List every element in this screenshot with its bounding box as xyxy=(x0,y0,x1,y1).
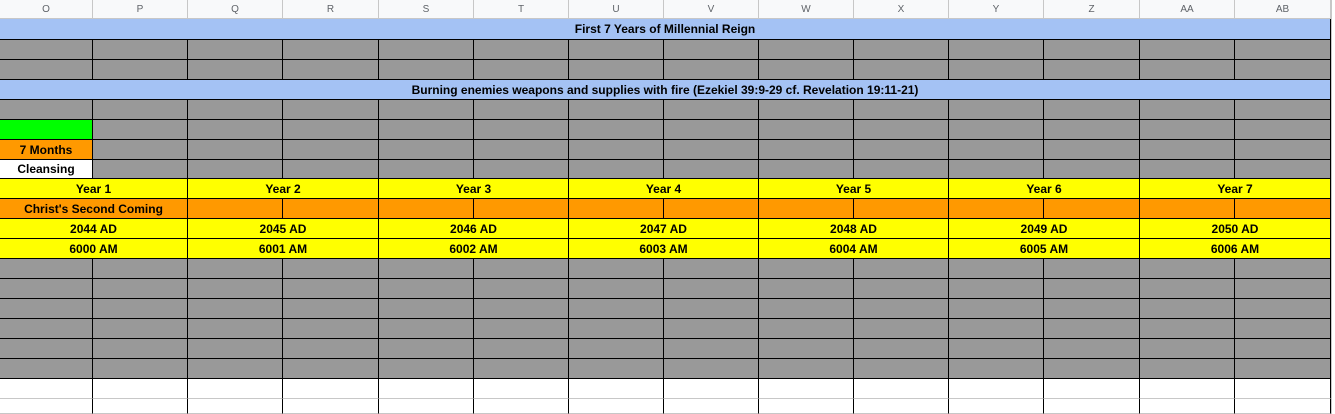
am-year-cell[interactable]: 6003 AM xyxy=(569,239,759,259)
year-label-cell[interactable]: Year 6 xyxy=(949,179,1140,199)
grid-cell[interactable] xyxy=(0,359,93,379)
grid-cell[interactable] xyxy=(283,339,379,359)
column-header-u[interactable]: U xyxy=(569,0,664,19)
grid-cell[interactable] xyxy=(1140,359,1235,379)
grid-cell[interactable] xyxy=(283,279,379,299)
grid-cell[interactable] xyxy=(1235,339,1331,359)
grid-cell[interactable] xyxy=(1044,259,1140,279)
grid-cell[interactable] xyxy=(949,359,1044,379)
year-label-cell[interactable]: Year 3 xyxy=(379,179,569,199)
grid-cell[interactable] xyxy=(93,299,188,319)
grid-cell[interactable] xyxy=(93,60,188,80)
grid-cell[interactable] xyxy=(93,40,188,60)
empty-cell[interactable] xyxy=(474,379,569,399)
grid-cell[interactable] xyxy=(854,100,949,120)
grid-cell[interactable] xyxy=(569,359,664,379)
grid-cell[interactable] xyxy=(1235,299,1331,319)
grid-cell[interactable] xyxy=(1140,279,1235,299)
grid-cell[interactable] xyxy=(759,319,854,339)
grid-cell[interactable] xyxy=(474,100,569,120)
grid-cell[interactable] xyxy=(1140,259,1235,279)
empty-cell[interactable] xyxy=(854,379,949,399)
grid-cell[interactable] xyxy=(283,140,379,160)
months-label-cell[interactable]: 7 Months xyxy=(0,140,93,160)
grid-cell[interactable] xyxy=(283,100,379,120)
grid-cell[interactable] xyxy=(854,140,949,160)
empty-cell[interactable] xyxy=(949,379,1044,399)
grid-cell[interactable] xyxy=(759,299,854,319)
grid-cell[interactable] xyxy=(759,60,854,80)
column-header-y[interactable]: Y xyxy=(949,0,1044,19)
year-label-cell[interactable]: Year 2 xyxy=(188,179,379,199)
grid-cell[interactable] xyxy=(0,279,93,299)
grid-cell[interactable] xyxy=(854,279,949,299)
ad-year-cell[interactable]: 2050 AD xyxy=(1140,219,1331,239)
year-label-cell[interactable]: Year 7 xyxy=(1140,179,1331,199)
column-header-v[interactable]: V xyxy=(664,0,759,19)
orange-cell[interactable] xyxy=(1140,199,1235,219)
column-header-t[interactable]: T xyxy=(474,0,569,19)
grid-cell[interactable] xyxy=(1044,339,1140,359)
empty-cell[interactable] xyxy=(0,399,93,414)
grid-cell[interactable] xyxy=(93,339,188,359)
grid-cell[interactable] xyxy=(379,339,474,359)
grid-cell[interactable] xyxy=(283,60,379,80)
orange-cell[interactable] xyxy=(949,199,1044,219)
grid-cell[interactable] xyxy=(1044,140,1140,160)
grid-cell[interactable] xyxy=(1140,60,1235,80)
grid-cell[interactable] xyxy=(188,120,283,140)
grid-cell[interactable] xyxy=(379,140,474,160)
empty-cell[interactable] xyxy=(1140,379,1235,399)
empty-cell[interactable] xyxy=(759,379,854,399)
green-marker-cell[interactable] xyxy=(0,120,93,140)
grid-cell[interactable] xyxy=(1140,120,1235,140)
grid-cell[interactable] xyxy=(474,259,569,279)
empty-cell[interactable] xyxy=(93,399,188,414)
grid-cell[interactable] xyxy=(569,339,664,359)
grid-cell[interactable] xyxy=(664,40,759,60)
am-year-cell[interactable]: 6005 AM xyxy=(949,239,1140,259)
ad-year-cell[interactable]: 2048 AD xyxy=(759,219,949,239)
grid-cell[interactable] xyxy=(1044,100,1140,120)
grid-cell[interactable] xyxy=(1044,299,1140,319)
grid-cell[interactable] xyxy=(474,40,569,60)
grid-cell[interactable] xyxy=(379,319,474,339)
grid-cell[interactable] xyxy=(0,339,93,359)
empty-cell[interactable] xyxy=(664,379,759,399)
grid-cell[interactable] xyxy=(949,140,1044,160)
sheet-right-edge xyxy=(1331,0,1335,414)
grid-cell[interactable] xyxy=(569,319,664,339)
grid-cell[interactable] xyxy=(949,100,1044,120)
grid-cell[interactable] xyxy=(949,339,1044,359)
column-header-r[interactable]: R xyxy=(283,0,379,19)
grid-cell[interactable] xyxy=(379,60,474,80)
empty-cell[interactable] xyxy=(949,399,1044,414)
grid-cell[interactable] xyxy=(188,160,283,179)
grid-cell[interactable] xyxy=(664,140,759,160)
grid-cell[interactable] xyxy=(854,339,949,359)
grid-cell[interactable] xyxy=(1235,40,1331,60)
grid-cell[interactable] xyxy=(1140,339,1235,359)
grid-cell[interactable] xyxy=(1235,319,1331,339)
empty-cell[interactable] xyxy=(1235,399,1331,414)
ad-year-cell[interactable]: 2049 AD xyxy=(949,219,1140,239)
empty-cell[interactable] xyxy=(569,399,664,414)
grid-cell[interactable] xyxy=(283,40,379,60)
grid-cell[interactable] xyxy=(283,160,379,179)
year-label-cell[interactable]: Year 1 xyxy=(0,179,188,199)
empty-cell[interactable] xyxy=(379,399,474,414)
grid-cell[interactable] xyxy=(664,100,759,120)
am-year-cell[interactable]: 6004 AM xyxy=(759,239,949,259)
grid-cell[interactable] xyxy=(1140,40,1235,60)
grid-cell[interactable] xyxy=(379,359,474,379)
orange-cell[interactable] xyxy=(1235,199,1331,219)
empty-cell[interactable] xyxy=(1044,379,1140,399)
year-label-cell[interactable]: Year 4 xyxy=(569,179,759,199)
grid-cell[interactable] xyxy=(1044,319,1140,339)
grid-cell[interactable] xyxy=(569,160,664,179)
column-header-w[interactable]: W xyxy=(759,0,854,19)
grid-cell[interactable] xyxy=(664,259,759,279)
empty-cell[interactable] xyxy=(188,399,283,414)
grid-cell[interactable] xyxy=(0,299,93,319)
grid-cell[interactable] xyxy=(474,299,569,319)
grid-cell[interactable] xyxy=(664,319,759,339)
grid-cell[interactable] xyxy=(569,100,664,120)
grid-cell[interactable] xyxy=(474,160,569,179)
grid-cell[interactable] xyxy=(1235,120,1331,140)
grid-cell[interactable] xyxy=(379,100,474,120)
empty-cell[interactable] xyxy=(0,379,93,399)
column-header-s[interactable]: S xyxy=(379,0,474,19)
grid-cell[interactable] xyxy=(379,120,474,140)
column-header-x[interactable]: X xyxy=(854,0,949,19)
orange-cell[interactable] xyxy=(569,199,664,219)
grid-cell[interactable] xyxy=(759,279,854,299)
grid-cell[interactable] xyxy=(474,60,569,80)
grid-cell[interactable] xyxy=(1140,299,1235,319)
grid-cell[interactable] xyxy=(1235,279,1331,299)
orange-cell[interactable] xyxy=(664,199,759,219)
grid-cell[interactable] xyxy=(283,259,379,279)
column-header-p[interactable]: P xyxy=(93,0,188,19)
grid-cell[interactable] xyxy=(93,259,188,279)
grid-cell[interactable] xyxy=(474,339,569,359)
grid-cell[interactable] xyxy=(188,319,283,339)
empty-cell[interactable] xyxy=(1235,379,1331,399)
empty-cell[interactable] xyxy=(854,399,949,414)
ad-year-cell[interactable]: 2046 AD xyxy=(379,219,569,239)
grid-cell[interactable] xyxy=(854,319,949,339)
second-coming-cell[interactable]: Christ's Second Coming xyxy=(0,199,188,219)
grid-cell[interactable] xyxy=(1044,279,1140,299)
grid-cell[interactable] xyxy=(569,120,664,140)
grid-cell[interactable] xyxy=(759,40,854,60)
grid-cell[interactable] xyxy=(474,140,569,160)
grid-cell[interactable] xyxy=(1235,359,1331,379)
grid-cell[interactable] xyxy=(949,40,1044,60)
empty-cell[interactable] xyxy=(569,379,664,399)
grid-cell[interactable] xyxy=(188,40,283,60)
grid-cell[interactable] xyxy=(1235,100,1331,120)
grid-cell[interactable] xyxy=(664,359,759,379)
grid-cell[interactable] xyxy=(1140,140,1235,160)
grid-cell[interactable] xyxy=(854,60,949,80)
grid-cell[interactable] xyxy=(664,279,759,299)
column-header-o[interactable]: O xyxy=(0,0,93,19)
grid-cell[interactable] xyxy=(379,40,474,60)
grid-cell[interactable] xyxy=(188,140,283,160)
grid-cell[interactable] xyxy=(569,259,664,279)
empty-cell[interactable] xyxy=(93,379,188,399)
grid-cell[interactable] xyxy=(1044,40,1140,60)
grid-cell[interactable] xyxy=(283,319,379,339)
grid-cell[interactable] xyxy=(188,339,283,359)
grid-cell[interactable] xyxy=(1235,259,1331,279)
grid-cell[interactable] xyxy=(759,120,854,140)
grid-cell[interactable] xyxy=(0,40,93,60)
grid-cell[interactable] xyxy=(759,339,854,359)
grid-cell[interactable] xyxy=(854,120,949,140)
grid-cell[interactable] xyxy=(569,279,664,299)
grid-cell[interactable] xyxy=(854,259,949,279)
grid-cell[interactable] xyxy=(1140,160,1235,179)
grid-cell[interactable] xyxy=(93,120,188,140)
orange-cell[interactable] xyxy=(283,199,379,219)
column-header-ab[interactable]: AB xyxy=(1235,0,1331,19)
orange-cell[interactable] xyxy=(1044,199,1140,219)
grid-cell[interactable] xyxy=(569,40,664,60)
grid-cell[interactable] xyxy=(283,120,379,140)
grid-cell[interactable] xyxy=(93,359,188,379)
grid-cell[interactable] xyxy=(1235,140,1331,160)
empty-cell[interactable] xyxy=(474,399,569,414)
grid-cell[interactable] xyxy=(759,100,854,120)
grid-cell[interactable] xyxy=(93,319,188,339)
orange-cell[interactable] xyxy=(188,199,283,219)
orange-cell[interactable] xyxy=(379,199,474,219)
grid-cell[interactable] xyxy=(93,140,188,160)
orange-cell[interactable] xyxy=(854,199,949,219)
grid-cell[interactable] xyxy=(1140,319,1235,339)
grid-cell[interactable] xyxy=(283,299,379,319)
grid-cell[interactable] xyxy=(854,160,949,179)
ad-year-cell[interactable]: 2047 AD xyxy=(569,219,759,239)
grid-cell[interactable] xyxy=(949,120,1044,140)
grid-cell[interactable] xyxy=(1044,359,1140,379)
grid-cell[interactable] xyxy=(474,359,569,379)
grid-cell[interactable] xyxy=(188,259,283,279)
grid-cell[interactable] xyxy=(283,359,379,379)
grid-cell[interactable] xyxy=(93,160,188,179)
grid-cell[interactable] xyxy=(474,319,569,339)
column-header-aa[interactable]: AA xyxy=(1140,0,1235,19)
grid-cell[interactable] xyxy=(759,259,854,279)
grid-cell[interactable] xyxy=(664,339,759,359)
grid-cell[interactable] xyxy=(188,359,283,379)
cleansing-label-cell[interactable]: Cleansing xyxy=(0,160,93,179)
grid-cell[interactable] xyxy=(664,120,759,140)
grid-cell[interactable] xyxy=(379,259,474,279)
orange-cell[interactable] xyxy=(474,199,569,219)
am-year-cell[interactable]: 6006 AM xyxy=(1140,239,1331,259)
ad-year-cell[interactable]: 2045 AD xyxy=(188,219,379,239)
grid-cell[interactable] xyxy=(474,279,569,299)
grid-cell[interactable] xyxy=(0,60,93,80)
grid-cell[interactable] xyxy=(854,40,949,60)
grid-cell[interactable] xyxy=(1140,100,1235,120)
grid-cell[interactable] xyxy=(569,140,664,160)
orange-cell[interactable] xyxy=(759,199,854,219)
grid-cell[interactable] xyxy=(949,299,1044,319)
grid-cell[interactable] xyxy=(664,160,759,179)
grid-cell[interactable] xyxy=(664,60,759,80)
banner-subtitle[interactable]: Burning enemies weapons and supplies with fire (Ezekiel 39:9-29 cf. Revelation 19:11-21) xyxy=(0,80,1331,100)
am-year-cell[interactable]: 6002 AM xyxy=(379,239,569,259)
grid-cell[interactable] xyxy=(759,160,854,179)
grid-cell[interactable] xyxy=(569,60,664,80)
grid-cell[interactable] xyxy=(949,319,1044,339)
empty-cell[interactable] xyxy=(1140,399,1235,414)
grid-cell[interactable] xyxy=(949,160,1044,179)
am-year-cell[interactable]: 6001 AM xyxy=(188,239,379,259)
grid-cell[interactable] xyxy=(569,299,664,319)
grid-cell[interactable] xyxy=(0,319,93,339)
ad-year-cell[interactable]: 2044 AD xyxy=(0,219,188,239)
grid-cell[interactable] xyxy=(188,299,283,319)
empty-cell[interactable] xyxy=(283,399,379,414)
year-label-cell[interactable]: Year 5 xyxy=(759,179,949,199)
grid-cell[interactable] xyxy=(188,279,283,299)
grid-cell[interactable] xyxy=(854,299,949,319)
empty-cell[interactable] xyxy=(1044,399,1140,414)
grid-cell[interactable] xyxy=(93,100,188,120)
grid-cell[interactable] xyxy=(0,259,93,279)
grid-cell[interactable] xyxy=(1044,60,1140,80)
grid-cell[interactable] xyxy=(0,100,93,120)
am-year-cell[interactable]: 6000 AM xyxy=(0,239,188,259)
grid-cell[interactable] xyxy=(379,299,474,319)
grid-cell[interactable] xyxy=(854,359,949,379)
grid-cell[interactable] xyxy=(759,359,854,379)
empty-cell[interactable] xyxy=(283,379,379,399)
grid-cell[interactable] xyxy=(1044,120,1140,140)
banner-title[interactable]: First 7 Years of Millennial Reign xyxy=(0,19,1331,40)
grid-cell[interactable] xyxy=(188,100,283,120)
empty-cell[interactable] xyxy=(664,399,759,414)
grid-cell[interactable] xyxy=(1044,160,1140,179)
grid-cell[interactable] xyxy=(188,60,283,80)
grid-cell[interactable] xyxy=(1235,160,1331,179)
grid-cell[interactable] xyxy=(93,279,188,299)
column-header-z[interactable]: Z xyxy=(1044,0,1140,19)
grid-cell[interactable] xyxy=(759,140,854,160)
grid-cell[interactable] xyxy=(379,160,474,179)
grid-cell[interactable] xyxy=(949,60,1044,80)
grid-cell[interactable] xyxy=(949,259,1044,279)
grid-cell[interactable] xyxy=(949,279,1044,299)
grid-cell[interactable] xyxy=(664,299,759,319)
grid-cell[interactable] xyxy=(1235,60,1331,80)
grid-cell[interactable] xyxy=(379,279,474,299)
empty-cell[interactable] xyxy=(188,379,283,399)
grid-cell[interactable] xyxy=(474,120,569,140)
empty-cell[interactable] xyxy=(759,399,854,414)
column-header-q[interactable]: Q xyxy=(188,0,283,19)
empty-cell[interactable] xyxy=(379,379,474,399)
